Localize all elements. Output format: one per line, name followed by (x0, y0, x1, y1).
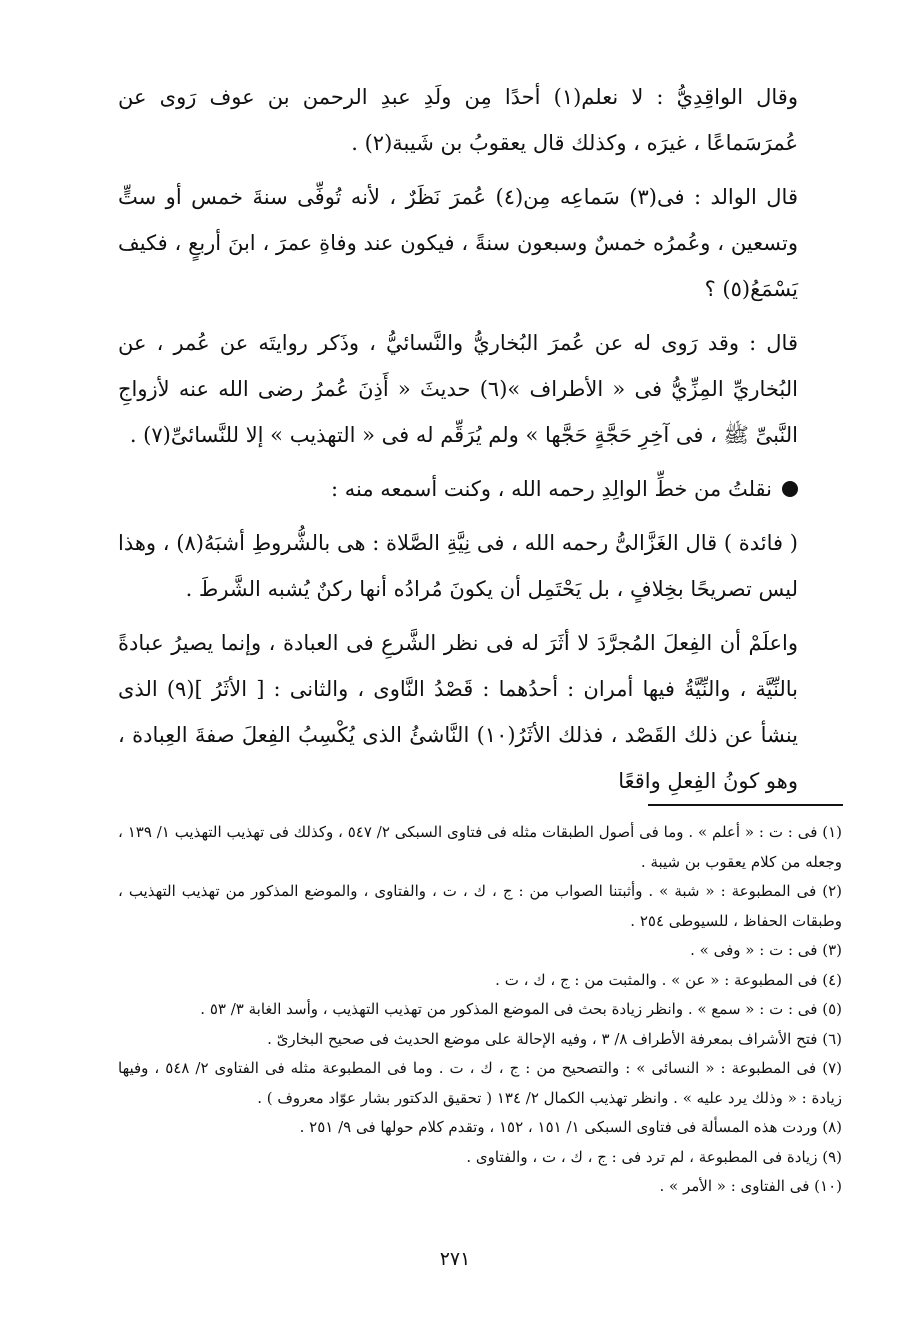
footnote: (١) فى : ت : « أعلم » . وما فى أصول الطبقات مثله فى فتاوى السبكى ٢/ ٥٤٧ ، وكذلك فى تهذيب التهذيب ١/ ١٣٩ ، وجعله من كلام يعقوب بن شيبة . (118, 823, 842, 871)
footnote: (١٠) فى الفتاوى : « الأمر » . (659, 1177, 842, 1195)
paragraph-2: قال الوالد : فى(٣) سَماعِه مِن(٤) عُمرَ نَظَرٌ ، لأنه تُوفِّى سنةَ خمس أو ستٍّ وتسعين ، وعُمرُه خمسٌ وسبعون سنةً ، فيكون عند وفاةِ عمرَ ، ابنَ أربعٍ ، فكيف يَسْمَعُ(٥) ؟ (118, 185, 798, 301)
footnote: (٨) وردت هذه المسألة فى فتاوى السبكى ١/ ١٥١ ، ١٥٢ ، وتقدم كلام حولها فى ٩/ ٢٥١ . (299, 1118, 842, 1136)
footnote: (٦) فتح الأشراف بمعرفة الأطراف ٨/ ٣ ، وفيه الإحالة على موضع الحديث فى صحيح البخارىّ . (267, 1029, 842, 1048)
footnote: (٥) فى : ت : « سمع » . وانظر زيادة بحث فى الموضع المذكور من تهذيب التهذيب ، وأسد الغابة ٣/ ٥٣ . (200, 1000, 842, 1018)
footnotes (118, 818, 842, 1202)
bullet-paragraph (118, 466, 798, 512)
footnote: (٢) فى المطبوعة : « شبة » . وأثبتنا الصواب من : ج ، ك ، ت ، والفتاوى ، والموضع المذكور من تهذيب التهذيب ، وطبقات الحفاظ ، للسيوطى ٢٥٤ . (118, 882, 842, 930)
paragraph-4: ( فائدة ) قال الغَزَّالىُّ رحمه الله ، فى نِيَّةِ الصَّلاة : هى بالشُّروطِ أشبَهُ(٨) ، وهذا ليس تصريحًا بخِلافٍ ، بل يَحْتَمِل أن يكونَ مُرادُه أنها ركنٌ يُشبه الشَّرطَ . (118, 531, 798, 601)
footnote-divider (648, 804, 843, 806)
page-number: ٢٧١ (439, 1248, 471, 1270)
footnote: (٣) فى : ت : « وفى » . (690, 941, 842, 959)
paragraph-1: وقال الواقِدِيُّ : لا نعلم(١) أحدًا مِن ولَدِ عبدِ الرحمن بن عوف رَوى عن عُمرَسَماعًا ، غيرَه ، وكذلك قال يعقوبُ بن شَيبة(٢) . (118, 85, 798, 155)
footnote: (٤) فى المطبوعة : « عن » . والمثبت من : ج ، ك ، ت . (495, 970, 842, 989)
bullet-paragraph-text: نقلتُ من خطِّ الوالِدِ رحمه الله ، وكنت أسمعه منه : (331, 477, 772, 501)
bullet-icon (782, 481, 798, 497)
paragraph-3: قال : وقد رَوى له عن عُمرَ البُخاريُّ والنَّسائيُّ ، وذَكر روايتَه عن عُمر ، عن البُخاريِّ المِزِّيُّ فى « الأطراف »(٦) حديثَ « أَذِنَ عُمرُ رضى الله عنه لأزواجِ النَّبىِّ ﷺ ، فى آخِرِ حَجَّةٍ حَجَّها » ولم يُرَقِّم له فى « التهذيب » إلا للنَّسائىِّ(٧) . (118, 331, 798, 447)
footnote: (٧) فى المطبوعة : « النسائى » : والتصحيح من : ج ، ك ، ت . وما فى المطبوعة مثله فى الفتاوى ٢/ ٥٤٨ ، وفيها زيادة : « وذلك يرد عليه » . وانظر تهذيب الكمال ٢/ ١٣٤ ( تحقيق الدكتور بشار عوّاد معروف ) . (118, 1059, 842, 1107)
main-text (118, 74, 798, 812)
footnote: (٩) زيادة فى المطبوعة ، لم ترد فى : ج ، ك ، ت ، والفتاوى . (466, 1147, 842, 1166)
paragraph-5: واعلَمْ أن الفِعلَ المُجرَّدَ لا أثَرَ له فى نظر الشَّرعِ فى العبادة ، وإنما يصيرُ عبادةً بالنِّيَّة ، والنِّيَّةُ فيها أمران : أحدُهما : قَصْدُ النَّاوى ، والثانى : [ الأثَرُ ](٩) الذى ينشأ عن ذلك القَصْد ، فذلك الأثَرُ(١٠) النَّاشئُ الذى يُكْسِبُ الفِعلَ صفةَ العِبادة ، وهو كونُ الفِعلِ واقعًا (118, 631, 798, 793)
